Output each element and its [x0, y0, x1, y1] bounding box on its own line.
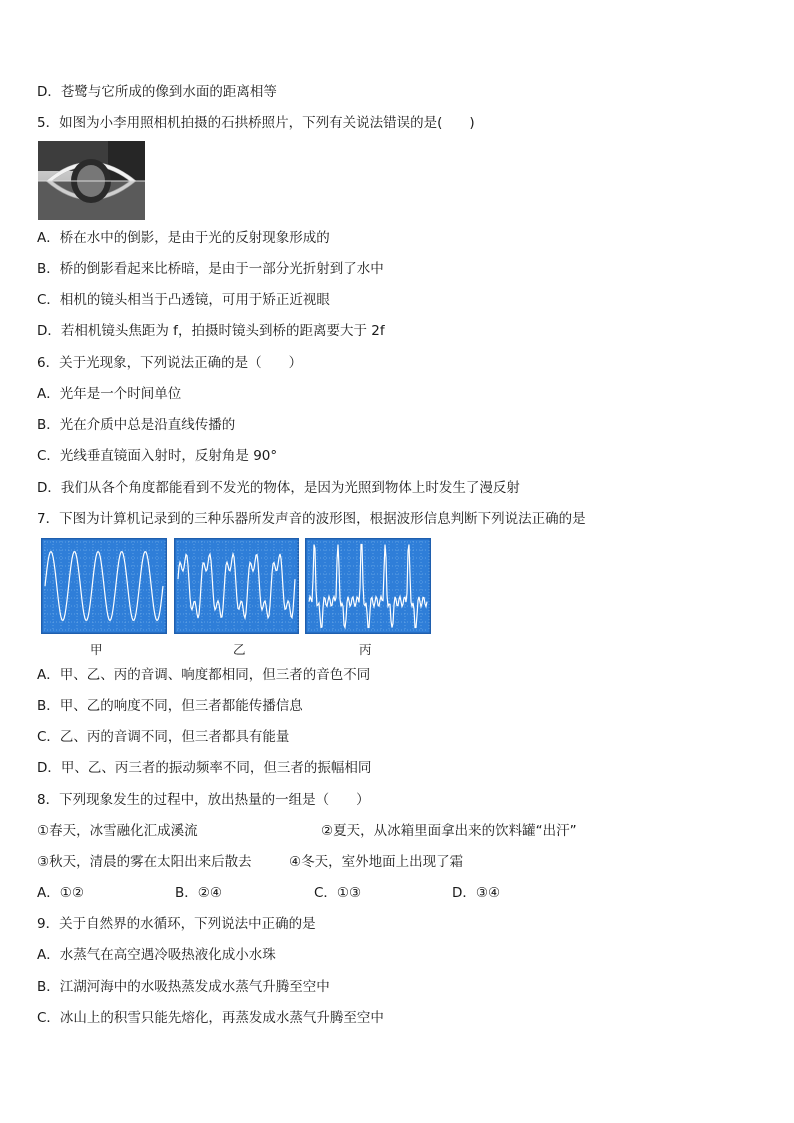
q5-option-d: D．若相机镜头焦距为 f，拍摄时镜头到桥的距离要大于 2f: [37, 323, 385, 339]
q9-option-b: B．江湖河海中的水吸热蒸发成水蒸气升腾至空中: [37, 979, 330, 995]
q8-option-d: D．③④: [452, 885, 501, 901]
q9-option-c: C．冰山上的积雪只能先熔化，再蒸发成水蒸气升腾至空中: [37, 1010, 384, 1026]
waveform-panel-yi: [174, 538, 299, 634]
waveform-panel-jia: [41, 538, 167, 634]
q7-stem: 7．下图为计算机记录到的三种乐器所发声音的波形图，根据波形信息判断下列说法正确的是: [37, 511, 586, 527]
q8-item-2: ②夏天，从冰箱里面拿出来的饮料罐“出汗”: [321, 823, 577, 839]
q5-option-c: C．相机的镜头相当于凸透镜，可用于矫正近视眼: [37, 292, 330, 308]
q6-stem: 6．关于光现象，下列说法正确的是（ ）: [37, 355, 303, 371]
q6-option-a: A．光年是一个时间单位: [37, 386, 182, 402]
stone-arch-bridge-photo: [38, 141, 145, 220]
q8-option-b: B．②④: [175, 885, 222, 901]
q8-option-a: A．①②: [37, 885, 84, 901]
q8-item-3: ③秋天，清晨的雾在太阳出来后散去: [37, 854, 252, 870]
q7-option-a: A．甲、乙、丙的音调、响度都相同，但三者的音色不同: [37, 667, 371, 683]
q9-stem: 9．关于自然界的水循环，下列说法中正确的是: [37, 916, 316, 932]
q8-option-c: C．①③: [314, 885, 362, 901]
q5-stem: 5．如图为小李用照相机拍摄的石拱桥照片，下列有关说法错误的是( ): [37, 115, 475, 131]
waveform-label-yi: 乙: [233, 642, 246, 657]
q7-option-c: C．乙、丙的音调不同，但三者都具有能量: [37, 729, 290, 745]
q4-option-d: D．苍鹭与它所成的像到水面的距离相等: [37, 84, 277, 100]
q6-option-d: D．我们从各个角度都能看到不发光的物体，是因为光照到物体上时发生了漫反射: [37, 480, 520, 496]
q8-stem: 8．下列现象发生的过程中，放出热量的一组是（ ）: [37, 792, 370, 808]
waveform-label-bing: 丙: [359, 642, 372, 657]
q7-option-b: B．甲、乙的响度不同，但三者都能传播信息: [37, 698, 303, 714]
q7-option-d: D．甲、乙、丙三者的振动频率不同，但三者的振幅相同: [37, 760, 372, 776]
q5-option-a: A．桥在水中的倒影，是由于光的反射现象形成的: [37, 230, 330, 246]
waveform-label-jia: 甲: [90, 642, 103, 657]
q6-option-b: B．光在介质中总是沿直线传播的: [37, 417, 236, 433]
q6-option-c: C．光线垂直镜面入射时，反射角是 90°: [37, 448, 278, 464]
q8-item-1: ①春天，冰雪融化汇成溪流: [37, 823, 198, 839]
q9-option-a: A．水蒸气在高空遇冷吸热液化成小水珠: [37, 947, 276, 963]
q5-option-b: B．桥的倒影看起来比桥暗，是由于一部分光折射到了水中: [37, 261, 384, 277]
waveform-panel-bing: [305, 538, 431, 634]
q8-item-4: ④冬天，室外地面上出现了霜: [289, 854, 464, 870]
